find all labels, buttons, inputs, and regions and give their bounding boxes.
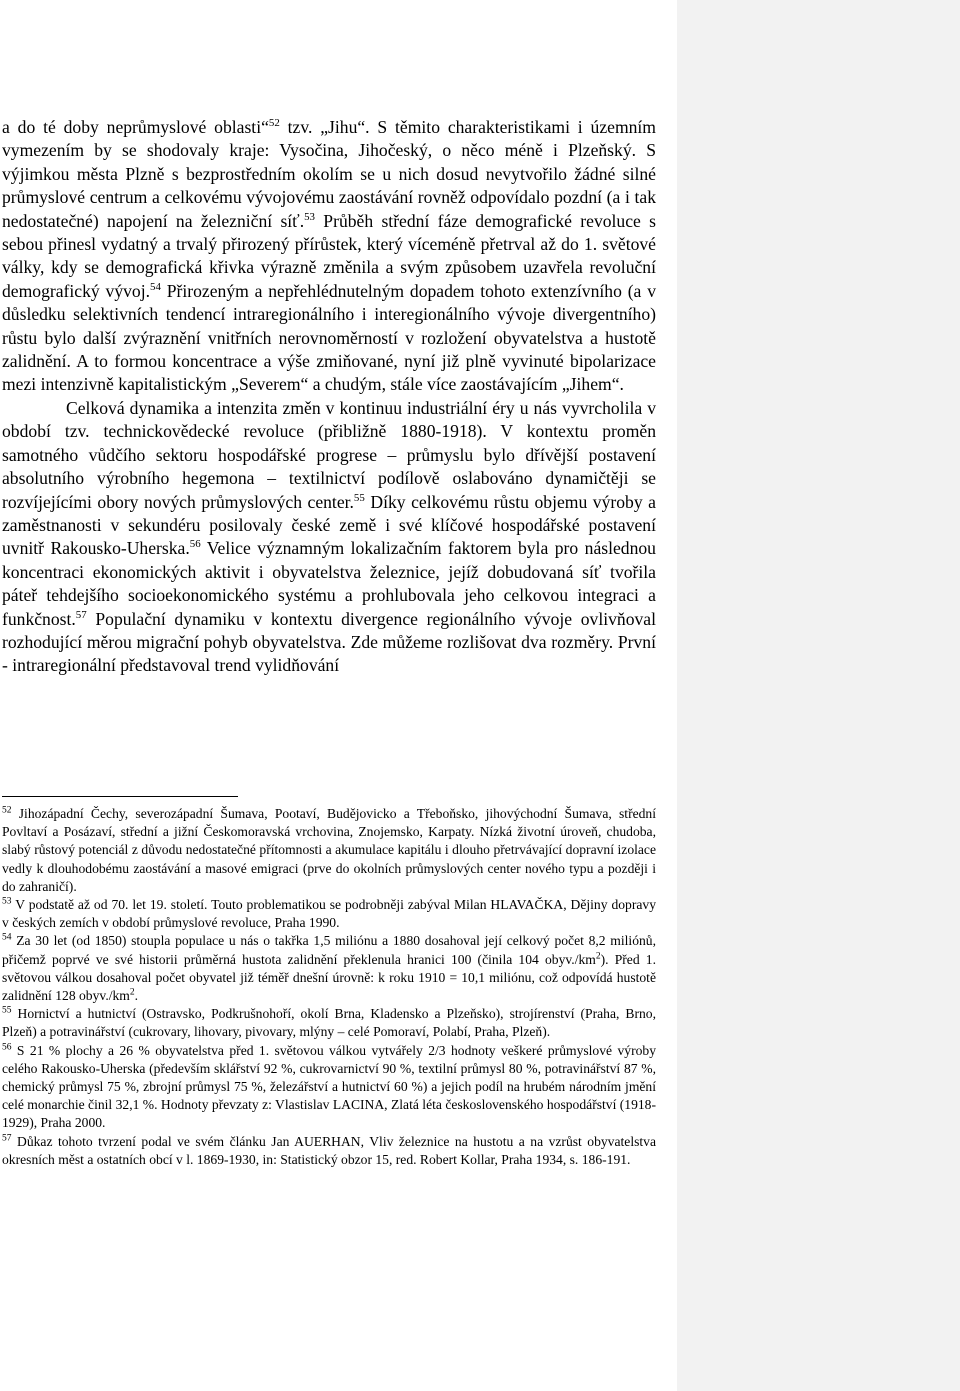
text-run: Díky celkovému růstu objemu výroby a zaměstnanosti v sekundéru posilovaly české země i své klíčové hospodářské postavení uvnitř Rakousko-Uherska. — [2, 491, 656, 559]
text-run: Celková dynamika a intenzita změn v kontinuu industriální éry u nás vyvrcholila v období tzv. technickovědecké revoluce (přibližně 1880-1918). V kontextu proměn samotného vůdčího sektoru hospodářské progrese – průmyslu bylo dřívější postavení absolutního výrobního hegemona – textilnictví podílově oslabováno dynamičtěji se rozvíjejícími obory nových průmyslových center. — [2, 397, 656, 512]
text-run: Přirozeným a nepřehlédnutelným dopadem tohoto extenzívního (a v důsledku selektivních tendencí intraregionálního i interegionálního vývoje divergentního) růstu bylo další zvýraznění vnitřních nerovnoměrností v rozložení obyvatelstva a hustotě zalidnění. A to formou koncentrace a výše zmiňované, nyní již plně vyvinuté bipolarizace mezi intenzivně kapitalistickým „Severem“ a chudým, stále více zaostávajícím „Jihem“. — [2, 280, 656, 395]
text-run: Průběh střední fáze demografické revoluce s sebou přinesl vydatný a trvalý přirozený přírůstek, který víceméně přetrval až do 1. světové války, kdy se demografická křivka výrazně změnila a svým způsobem uzavřela revoluční demografický vývoj. — [2, 210, 656, 301]
footnote-reference: 52 — [2, 805, 12, 816]
text-run: V podstatě až od 70. let 19. století. Touto problematikou se podrobněji zabýval Milan HLAVAČKA, Dějiny dopravy v českých zemích v období průmyslové revoluce, Praha 1990. — [2, 897, 656, 931]
footnote-52 — [2, 805, 656, 896]
footnote-reference: 56 — [189, 538, 201, 551]
text-run: a do té doby neprůmyslové oblasti“ — [2, 117, 269, 137]
footnote-reference: 56 — [2, 1042, 12, 1053]
footnote-separator — [2, 796, 238, 797]
footnote-reference: 54 — [2, 932, 12, 943]
footnote-reference: 53 — [2, 896, 12, 907]
body-text — [2, 116, 656, 678]
footnote-57 — [2, 1133, 656, 1169]
footnote-reference: 2 — [129, 987, 135, 998]
footnote-reference: 2 — [595, 951, 601, 962]
footnote-reference: 55 — [2, 1005, 12, 1016]
text-run: . — [134, 988, 139, 1004]
text-run: tzv. „Jihu“. S těmito charakteristikami i územním vymezením by se shodovaly kraje: Vysočina, Jihočeský, o něco méně i Plzeňský. S výjimkou města Plzně s bezprostředním okolím se u nich dosud nevytvořilo žádné silné průmyslové centrum a celkovému vývojovému zaostávání rovněž odpovídalo pozdní (a i tak nedostatečné) napojení na železniční síť. — [2, 117, 656, 231]
footnote-reference: 54 — [150, 280, 161, 293]
right-margin-panel — [677, 0, 960, 1391]
footnote-53 — [2, 896, 656, 932]
footnotes — [2, 805, 656, 1169]
text-run: Velice významným lokalizačním faktorem byla pro následnou koncentraci ekonomických aktivit i obyvatelstva železnice, jejíž dobudovaná síť tvořila páteř tehdejšího socioekonomického systému a prohlubovala jeho celkovou integraci a funkčnost. — [2, 538, 656, 629]
text-run: Za 30 let (od 1850) stoupla populace u nás o takřka 1,5 miliónu a 1880 dosahoval její celkový počet 8,2 miliónů, přičemž poprvé ve své historii průměrná hustota zalidnění překlenula hranici 100 (činila 104 obyv./km — [2, 933, 656, 967]
footnote-56 — [2, 1042, 656, 1133]
text-run: S 21 % plochy a 26 % obyvatelstva před 1. světovou válkou vytvářely 2/3 hodnoty veškeré průmyslové výroby celého Rakousko-Uherska (především sklářství 92 %, cukrovarnictví 90 %, textilní průmysl 80 %, potravinářství 87 %, chemický průmysl 75 %, zbrojní průmysl 75 %, železářství a hutnictví 60 %) a jejich podíl na hrubém národním jmění celé monarchie činil 32,1 %. Hodnoty převzaty z: Vlastislav LACINA, Zlatá léta československého hospodářství (1918-1929), Praha 2000. — [2, 1042, 656, 1131]
text-run: ). Před 1. světovou válkou dosahoval počet obyvatel již téměř dnešní úrovně: k roku 1910 = 10,1 miliónu, což odpovídá hustotě zalidnění 128 obyv./km — [2, 951, 656, 1004]
text-run: Jihozápadní Čechy, severozápadní Šumava, Pootaví, Budějovicko a Třeboňsko, jihovýchodní Šumava, střední Povltaví a Posázaví, střední a jižní Českomoravská vrchovina, Znojemsko, Karpaty. Nízká životní úroveň, chudoba, slabý růstový potenciál z důvodu nedostatečné přítomnosti a akumulace kapitálu i dlouho přetrvávající dopravní izolace vedly k dlouhodobému zaostávání a masové emigraci (prve do okolních průmyslových center nového typu a později i do zahraničí). — [2, 806, 656, 894]
text-run: Hornictví a hutnictví (Ostravsko, Podkrušnohoří, okolí Brna, Kladensko a Plzeňsko), strojírenství (Praha, Brno, Plzeň) a potravinářství (cukrovary, lihovary, pivovary, mlýny – celé Pomoraví, Polabí, Praha, Plzeň). — [2, 1006, 656, 1040]
text-run: Populační dynamiku v kontextu divergence regionálního vývoje ovlivňoval rozhodující měrou migrační pohyb obyvatelstva. Zde můžeme rozlišovat dva rozměry. První - intraregionální představoval trend vylidňování — [2, 608, 656, 676]
text-run: Důkaz tohoto tvrzení podal ve svém článku Jan AUERHAN, Vliv železnice na hustotu a na vzrůst obyvatelstva okresních měst a ostatních obcí v l. 1869-1930, in: Statistický obzor 15, red. Robert Kollar, Praha 1934, s. 186-191. — [2, 1133, 656, 1167]
footnote-reference: 52 — [268, 117, 280, 130]
footnote-55 — [2, 1005, 656, 1041]
footnote-reference: 53 — [304, 210, 315, 223]
paragraph — [2, 116, 656, 397]
paragraph — [2, 397, 656, 678]
footnote-reference: 57 — [75, 608, 87, 621]
footnote-54 — [2, 932, 656, 1005]
footnote-reference: 57 — [2, 1133, 12, 1144]
footnote-reference: 55 — [353, 491, 365, 504]
